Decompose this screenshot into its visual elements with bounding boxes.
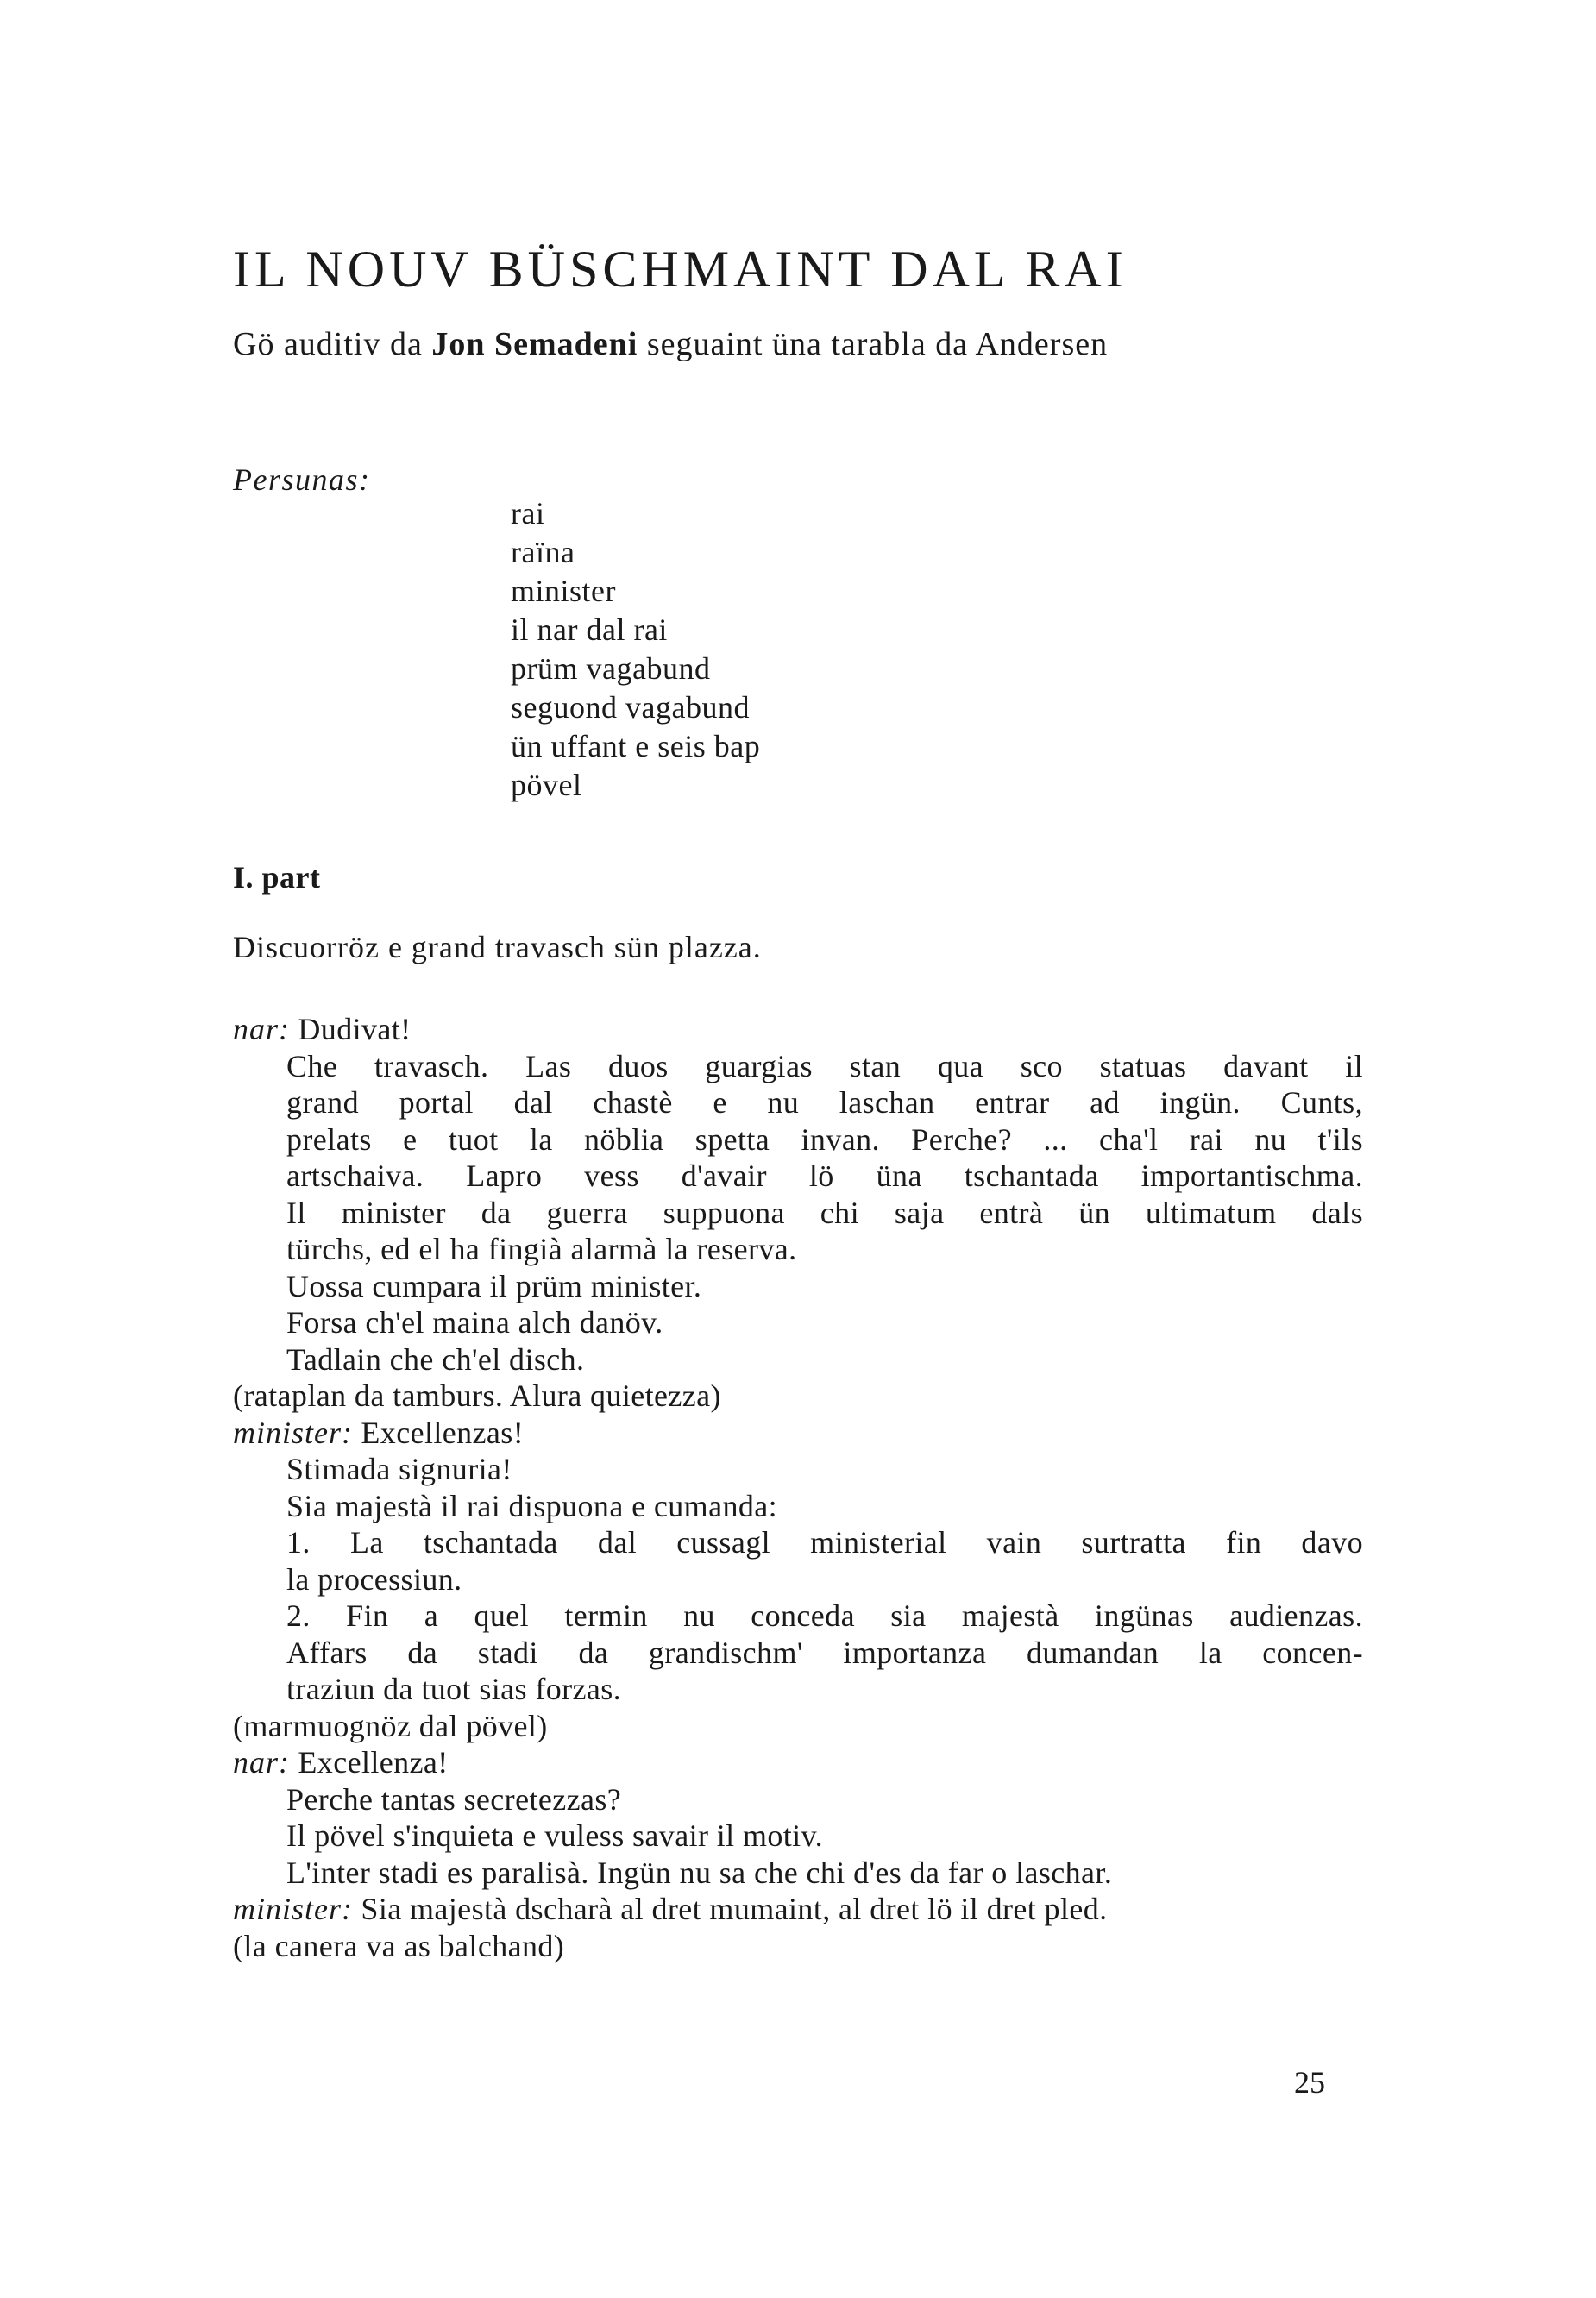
- dialogue-line: Il pövel s'inquieta e vuless savair il motiv.: [286, 1818, 824, 1853]
- dialogue-line: prelats e tuot la nöblia spetta invan. Perche? ... cha'l rai nu t'ils: [286, 1121, 1363, 1157]
- dialogue-line: Sia majestà il rai dispuona e cumanda:: [286, 1488, 778, 1523]
- cast-label: Persunas:: [233, 462, 371, 497]
- speaker-label: minister:: [233, 1415, 353, 1450]
- cast-item: raïna: [511, 535, 575, 569]
- cast-item: minister: [511, 574, 616, 608]
- dialogue-line: Tadlain che ch'el disch.: [286, 1341, 585, 1377]
- subtitle-suffix: seguaint üna tarabla da Andersen: [638, 326, 1109, 362]
- cast-item: prüm vagabund: [511, 651, 711, 686]
- dialogue-line: artschaiva. Lapro vess d'avair lö üna tschantada importantischma.: [286, 1158, 1363, 1193]
- speaker-label: minister:: [233, 1892, 353, 1926]
- dialogue-line: [233, 1891, 1363, 1928]
- dialogue-line: la processiun.: [286, 1561, 462, 1597]
- line-text: Excellenzas!: [353, 1415, 525, 1450]
- dialogue-line: Stimada signuria!: [286, 1452, 512, 1486]
- line-text: Excellenza!: [290, 1745, 449, 1780]
- cast-list: [511, 494, 760, 805]
- dialogue-line: Forsa ch'el maina alch danöv.: [286, 1305, 663, 1340]
- subtitle-prefix: Gö auditiv da: [233, 326, 432, 362]
- dialogue-line: 2. Fin a quel termin nu conceda sia majestà ingünas audienzas.: [286, 1598, 1363, 1633]
- dialogue-line: grand portal dal chastè e nu laschan entrar ad ingün. Cunts,: [286, 1085, 1363, 1120]
- part-heading: I. part: [233, 860, 321, 895]
- cast-item: rai: [511, 496, 545, 531]
- dialogue-line: Perche tantas secretezzas?: [286, 1781, 622, 1817]
- author-name: Jon Semadeni: [431, 326, 638, 362]
- dialogue-line: [233, 1415, 1363, 1452]
- subtitle: [233, 325, 1108, 365]
- stage-note: (la canera va as balchand): [233, 1928, 565, 1963]
- dialogue-line: Uossa cumpara il prüm minister.: [286, 1268, 702, 1303]
- dialogue-line: [233, 1011, 1363, 1048]
- dialogue-line: türchs, ed el ha fingià alarmà la reserva.: [286, 1232, 797, 1266]
- dialogue-line: 1. La tschantada dal cussagl ministerial vain surtratta fin davo: [286, 1525, 1363, 1560]
- page-title: IL NOUV BÜSCHMAINT DAL RAI: [233, 241, 1128, 298]
- cast-item: il nar dal rai: [511, 612, 668, 647]
- stage-direction: Discuorröz e grand travasch sün plazza.: [233, 930, 762, 964]
- dialogue-line: Il minister da guerra suppuona chi saja entrà ün ultimatum dals: [286, 1195, 1363, 1230]
- cast-item: ün uffant e seis bap: [511, 729, 761, 763]
- stage-note: (rataplan da tamburs. Alura quietezza): [233, 1378, 721, 1413]
- dialogue-line: L'inter stadi es paralisà. Ingün nu sa che chi d'es da far o laschar.: [286, 1855, 1113, 1890]
- dialogue-line: traziun da tuot sias forzas.: [286, 1672, 622, 1706]
- speaker-label: nar:: [233, 1012, 290, 1046]
- line-text: Dudivat!: [290, 1012, 412, 1046]
- dialogue-line: [233, 1744, 1363, 1781]
- stage-note: (marmuognöz dal pövel): [233, 1708, 548, 1743]
- speaker-label: nar:: [233, 1745, 290, 1780]
- dialogue-body: [233, 1011, 1363, 1964]
- cast-item: seguond vagabund: [511, 690, 750, 725]
- dialogue-line: Che travasch. Las duos guargias stan qua sco statuas davant il: [286, 1048, 1363, 1083]
- dialogue-line: Affars da stadi da grandischm' importanza dumandan la concen-: [286, 1635, 1363, 1670]
- line-text: Sia majestà dscharà al dret mumaint, al dret lö il dret pled.: [353, 1892, 1108, 1926]
- cast-item: pövel: [511, 768, 582, 802]
- page-number: 25: [1294, 2065, 1325, 2100]
